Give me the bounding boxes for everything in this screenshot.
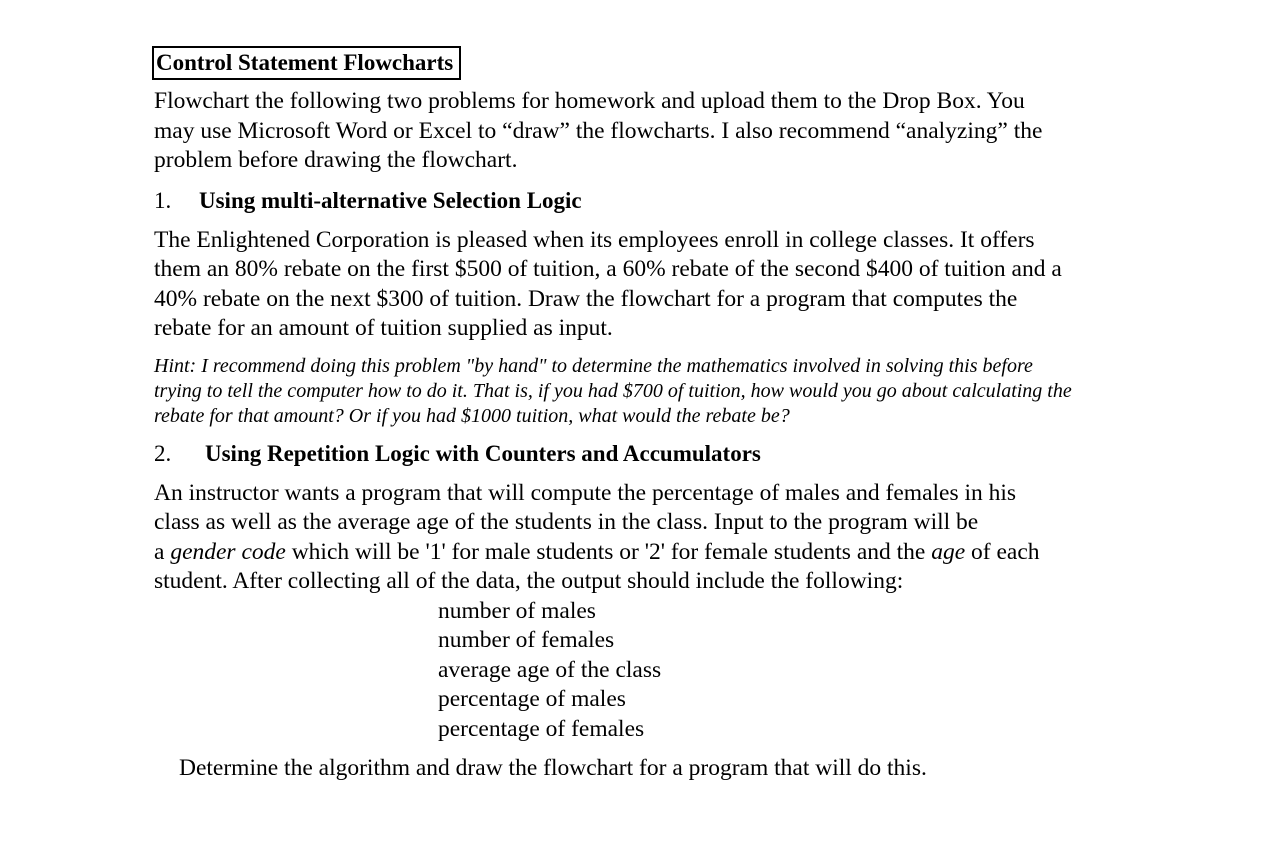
output-list (438, 597, 1154, 745)
intro-line: problem before drawing the flowchart. (154, 147, 518, 173)
problem1-title: Using multi-alternative Selection Logic (199, 187, 582, 213)
output-item: number of males (438, 597, 596, 624)
problem1-number: 1. (154, 187, 172, 213)
problem2-title: Using Repetition Logic with Counters and Accumulators (205, 440, 761, 466)
problem2-line: student. After collecting all of the data, the output should include the following: (154, 568, 904, 594)
problem2-number: 2. (154, 440, 172, 466)
age-term: age (931, 538, 966, 565)
problem2-text: a (154, 538, 171, 565)
problem1-body (154, 226, 1154, 344)
problem2-line (154, 538, 1154, 568)
problem2-text: of each (965, 538, 1040, 565)
problem1-line: 40% rebate on the next $300 of tuition. Draw the flowchart for a program that computes the (154, 285, 1018, 312)
problem1-hint (154, 354, 1154, 429)
problem1-line: rebate for an amount of tuition supplied as input. (154, 315, 613, 341)
hint-line: rebate for that amount? Or if you had $1000 tuition, what would the rebate be? (154, 404, 790, 427)
gender-code-term: gender code (170, 538, 286, 565)
output-item: number of females (438, 627, 615, 653)
problem2-line: class as well as the average age of the students in the class. Input to the program will be (154, 509, 979, 535)
problem2-text: which will be '1' for male students or '2' for female students and the (285, 538, 932, 565)
problem1-line: them an 80% rebate on the first $500 of tuition, a 60% rebate of the second $400 of tuition and a (154, 256, 1062, 282)
problem1-heading (154, 186, 1154, 216)
problem2-line: An instructor wants a program that will compute the percentage of males and females in his (154, 479, 1017, 506)
problem1-line: The Enlightened Corporation is pleased when its employees enroll in college classes. It offers (154, 226, 1035, 253)
output-item: percentage of females (438, 715, 645, 742)
output-item: percentage of males (438, 686, 626, 712)
hint-line: trying to tell the computer how to do it. That is, if you had $700 of tuition, how would you go about calculating the (154, 379, 1072, 402)
problem2-heading (154, 439, 1154, 469)
intro-line: Flowchart the following two problems for homework and upload them to the Drop Box. You (154, 88, 1025, 114)
closing-instruction: Determine the algorithm and draw the flowchart for a program that will do this. (179, 755, 927, 781)
intro-paragraph (154, 87, 1154, 176)
document-page (154, 46, 1154, 784)
problem2-body (154, 479, 1154, 597)
output-item: average age of the class (438, 656, 662, 683)
hint-line: Hint: I recommend doing this problem "by hand" to determine the mathematics involved in solving this before (154, 354, 1033, 377)
document-title: Control Statement Flowcharts (152, 46, 461, 80)
intro-line: may use Microsoft Word or Excel to “draw” the flowcharts. I also recommend “analyzing” the (154, 117, 1043, 144)
